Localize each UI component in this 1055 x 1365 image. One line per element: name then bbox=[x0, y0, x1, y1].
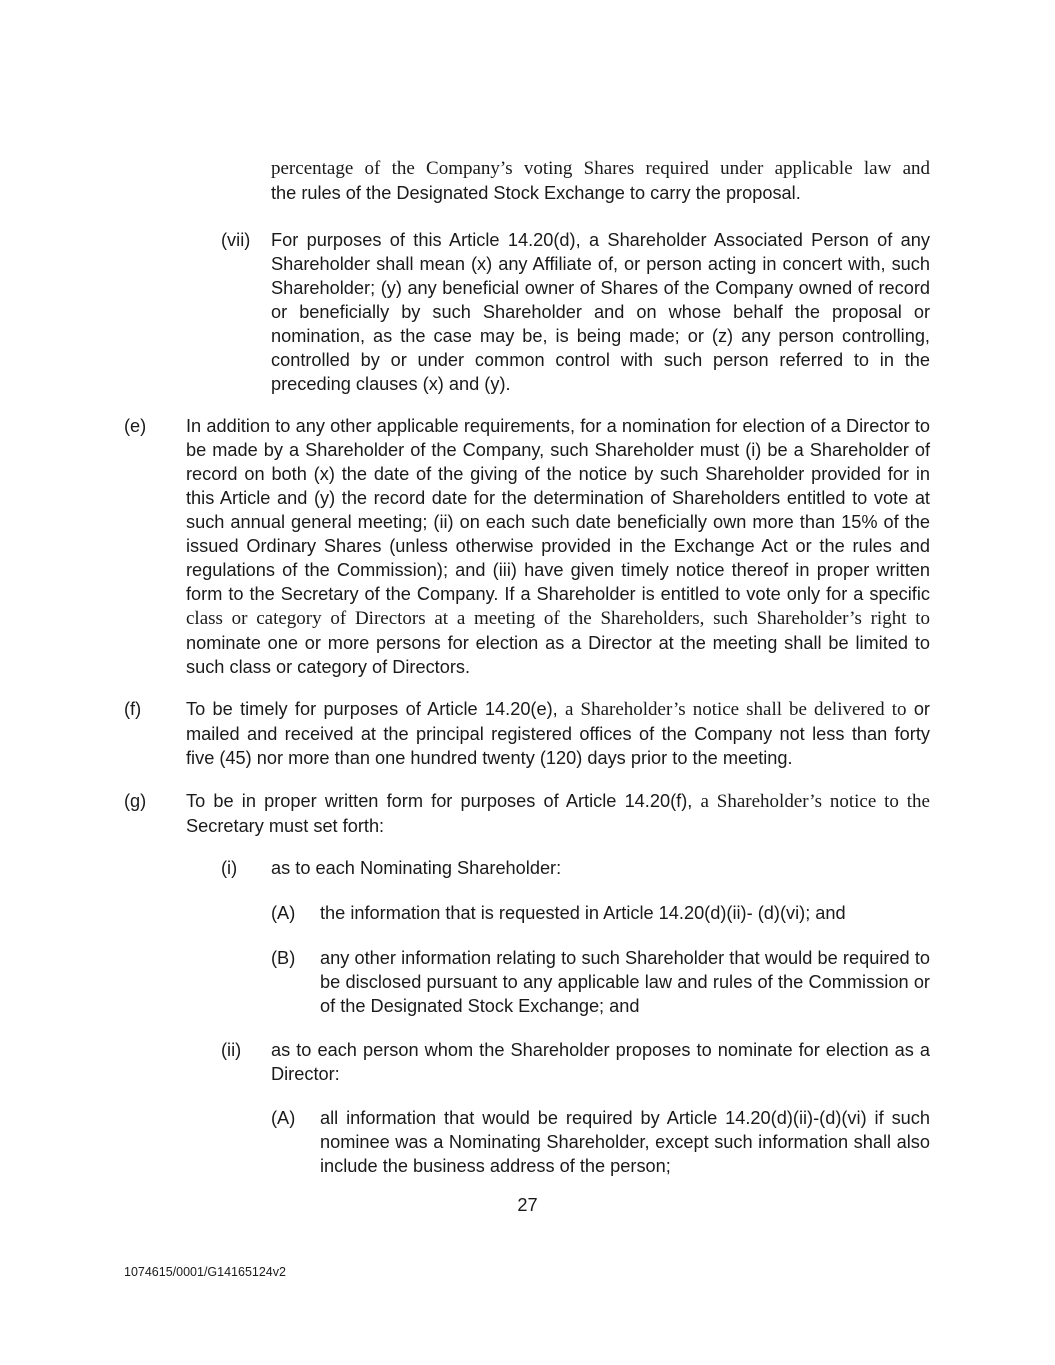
clause-g-i-A-text: the information that is requested in Article 14.20(d)(ii)- (d)(vi); and bbox=[320, 903, 846, 923]
clause-g-i-B-text: any other information relating to such Shareholder that would be required to be disclosed pursuant to any applicable law and rules of the Commission or of the Designated Stock Exchange; and bbox=[320, 948, 930, 1016]
clause-f-text bbox=[186, 697, 930, 770]
clause-g-text-part-1: To be in proper written form for purposes of Article 14.20(f), bbox=[186, 791, 693, 811]
clause-e-text bbox=[186, 414, 930, 679]
clause-g-label: (g) bbox=[124, 791, 147, 811]
clause-f-text-serif: a Shareholder’s notice shall be delivered to bbox=[565, 699, 907, 720]
clause-e-text-serif: class or category of Directors at a meeting of the Shareholders, such Shareholder’s right to bbox=[186, 608, 930, 629]
clause-g-text-serif: a Shareholder’s notice to the bbox=[700, 791, 930, 812]
clause-g-i-A-label: (A) bbox=[271, 903, 296, 923]
clause-e-text-part-2: nominate one or more persons for election as a Director at the meeting shall be limited to such class or category of Directors. bbox=[186, 633, 930, 677]
clause-g-text bbox=[186, 789, 930, 838]
continuation-paragraph bbox=[271, 157, 930, 205]
clause-g-text-part-2: Secretary must set forth: bbox=[186, 816, 385, 836]
clause-g-i-label: (i) bbox=[221, 858, 238, 878]
clause-g-ii-A-text: all information that would be required by Article 14.20(d)(ii)-(d)(vi) if such nominee was a Nominating Shareholder, except such information shall also include the business address of the person; bbox=[320, 1108, 930, 1176]
clause-g-i-text: as to each Nominating Shareholder: bbox=[271, 858, 562, 878]
continuation-line-2: the rules of the Designated Stock Exchange to carry the proposal. bbox=[271, 183, 801, 203]
clause-g-ii-label: (ii) bbox=[221, 1040, 242, 1060]
clause-vii-label: (vii) bbox=[221, 230, 251, 250]
document-id: 1074615/0001/G14165124v2 bbox=[124, 1265, 286, 1279]
clause-f-text-part-1: To be timely for purposes of Article 14.20(e), bbox=[186, 699, 558, 719]
clause-g-i-B-label: (B) bbox=[271, 948, 296, 968]
page-number: 27 bbox=[517, 1195, 538, 1215]
continuation-line-1: percentage of the Company’s voting Shares required under applicable law and bbox=[271, 158, 930, 179]
clause-vii-text: For purposes of this Article 14.20(d), a Shareholder Associated Person of any Shareholder shall mean (x) any Affiliate of, or person acting in concert with, such Shareholder; (y) any beneficial owner of Shares of the Company owned of record or beneficially by such Shareholder and on whose behalf the proposal or nomination, as the case may be, is being made; or (z) any person controlling, controlled by or under common control with such person referred to in the preceding clauses (x) and (y). bbox=[271, 230, 930, 394]
clause-f-label: (f) bbox=[124, 699, 142, 719]
clause-e-label: (e) bbox=[124, 416, 147, 436]
clause-f-text-part-2: or mailed and received at the principal registered offices of the Company not less than forty five (45) nor more than one hundred twenty (120) days prior to the meeting. bbox=[186, 699, 930, 768]
clause-g-ii-A-label: (A) bbox=[271, 1108, 296, 1128]
clause-e-text-part-1: In addition to any other applicable requirements, for a nomination for election of a Director to be made by a Shareholder of the Company, such Shareholder must (i) be a Shareholder of record on both (x) the date of the giving of the notice by such Shareholder provided for in this Article and (y) the record date for the determination of Shareholders entitled to vote at such annual general meeting; (ii) on each such date beneficially own more than 15% of the issued Ordinary Shares (unless otherwise provided in the Exchange Act or the rules and regulations of the Commission); and (iii) have given timely notice thereof in proper written form to the Secretary of the Company. If a Shareholder is entitled to vote only for a specific bbox=[186, 416, 930, 604]
clause-g-ii-text: as to each person whom the Shareholder proposes to nominate for election as a Director: bbox=[271, 1040, 930, 1084]
